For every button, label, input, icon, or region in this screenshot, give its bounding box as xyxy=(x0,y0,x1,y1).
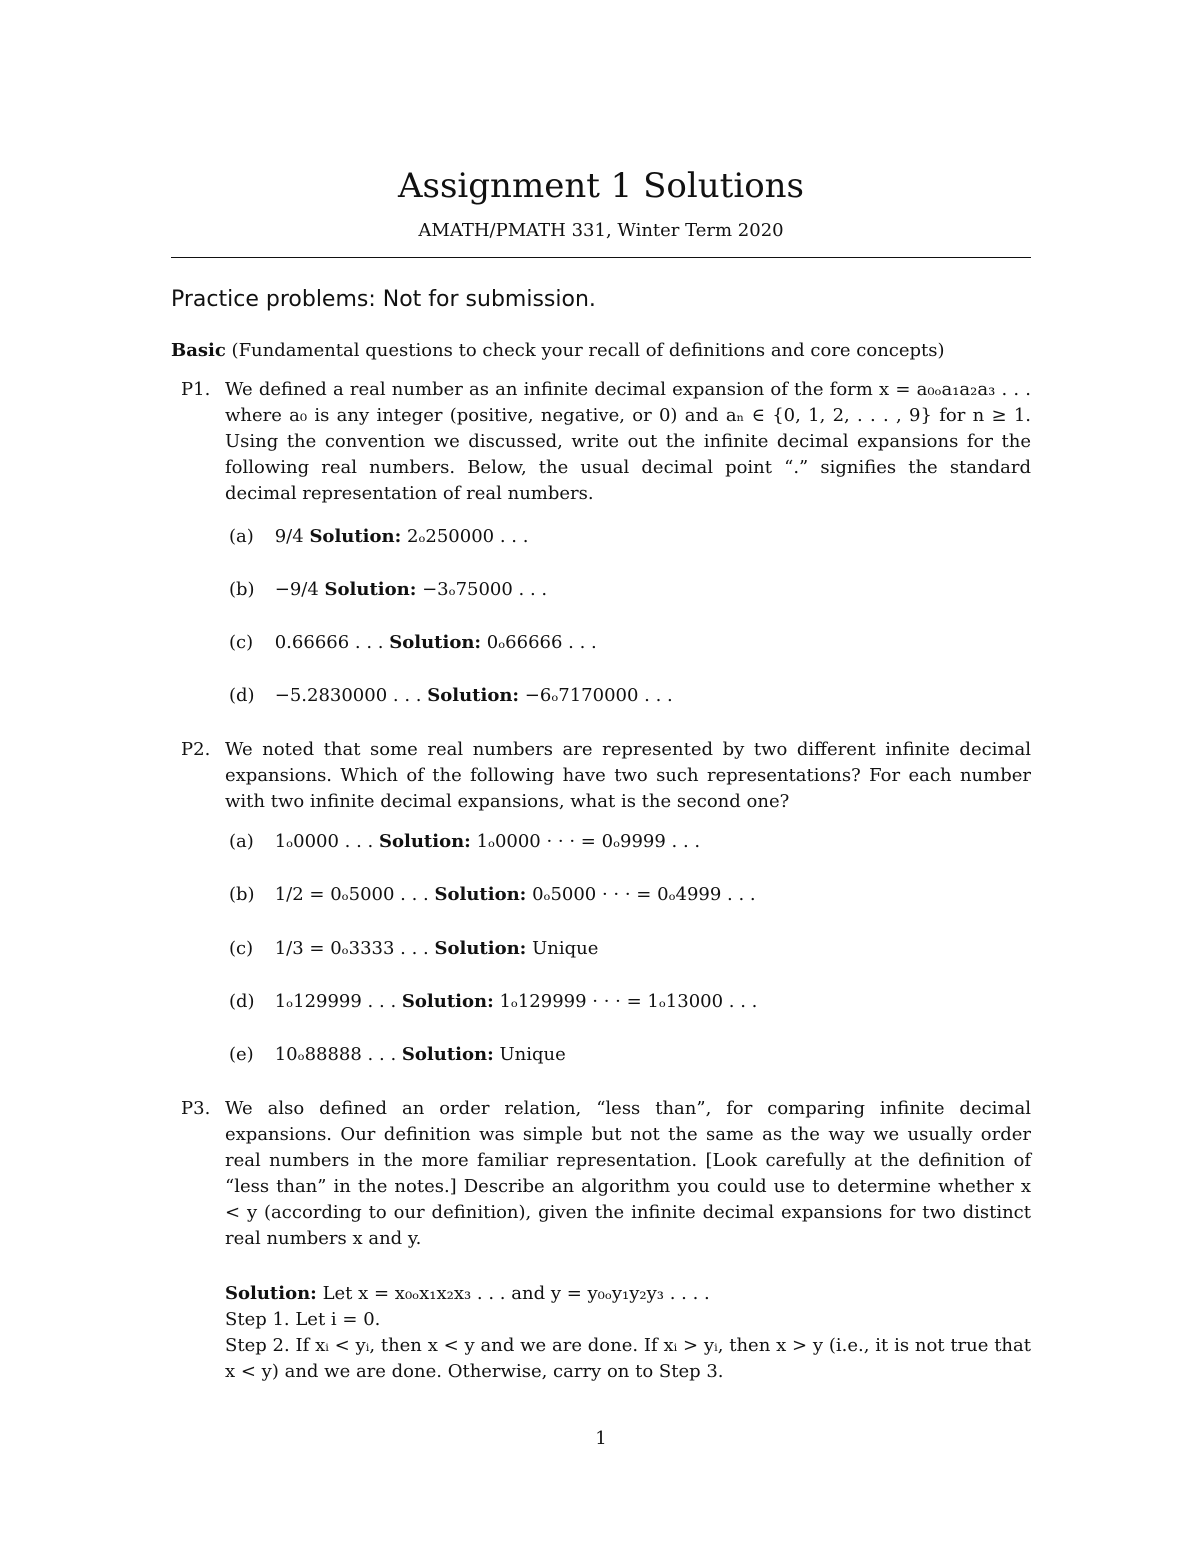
document-page xyxy=(171,0,1031,1553)
solution-intro xyxy=(225,1281,1031,1307)
solution-step: Step 2. If xᵢ < yᵢ, then x < y and we are done. If xᵢ > yᵢ, then x > y (i.e., it is not true that x < y) and we are done. Otherwise, carry on to Step 3. xyxy=(225,1335,1031,1382)
solution-label: Solution: xyxy=(427,685,520,706)
part-question: 1ₒ129999 . . . xyxy=(274,991,397,1012)
solution-label: Solution: xyxy=(225,1283,317,1304)
part-label: (c) xyxy=(229,938,254,959)
problem-part xyxy=(229,936,598,962)
solution-step: Step 1. Let i = 0. xyxy=(225,1309,381,1330)
solution-label: Solution: xyxy=(434,884,527,905)
part-answer: Unique xyxy=(532,938,599,959)
part-label: (e) xyxy=(229,1044,254,1065)
part-answer: 1ₒ129999 · · · = 1ₒ13000 . . . xyxy=(499,991,758,1012)
problem-label: P1. xyxy=(181,379,211,400)
level-description: (Fundamental questions to check your recall of definitions and core concepts) xyxy=(231,340,945,361)
part-answer: 0ₒ5000 · · · = 0ₒ4999 . . . xyxy=(532,884,756,905)
solution-label: Solution: xyxy=(401,991,494,1012)
part-answer: 2ₒ250000 . . . xyxy=(407,526,529,547)
problem-part xyxy=(229,577,547,603)
solution-intro-text: Let x = x₀ₒx₁x₂x₃ . . . and y = y₀ₒy₁y₂y₃ . . . . xyxy=(322,1283,710,1304)
problem-part xyxy=(229,829,700,855)
title-rule xyxy=(171,257,1031,258)
part-question: 1ₒ0000 . . . xyxy=(274,831,374,852)
level-heading xyxy=(171,338,1031,364)
solution-label: Solution: xyxy=(389,632,482,653)
problem-part xyxy=(229,630,597,656)
problem-part xyxy=(229,1042,566,1068)
part-label: (b) xyxy=(229,579,255,600)
problem-p2 xyxy=(171,737,1031,815)
part-label: (d) xyxy=(229,991,255,1012)
part-question: −9/4 xyxy=(274,579,319,600)
solution-label: Solution: xyxy=(401,1044,494,1065)
level-name: Basic xyxy=(171,340,226,361)
section-heading: Practice problems: Not for submission. xyxy=(171,287,596,312)
course-subtitle: AMATH/PMATH 331, Winter Term 2020 xyxy=(418,220,784,241)
part-answer: Unique xyxy=(499,1044,566,1065)
part-label: (b) xyxy=(229,884,255,905)
solution-label: Solution: xyxy=(434,938,527,959)
part-answer: −3ₒ75000 . . . xyxy=(422,579,548,600)
part-label: (a) xyxy=(229,526,254,547)
page-number: 1 xyxy=(595,1428,607,1449)
problem-part xyxy=(229,524,528,550)
problem-p3-solution xyxy=(171,1281,1031,1385)
part-label: (c) xyxy=(229,632,254,653)
part-label: (d) xyxy=(229,685,255,706)
part-question: 9/4 xyxy=(274,526,304,547)
problem-text: We also defined an order relation, “less than”, for comparing infinite decimal expansions. Our definition was simple but not the same as the way we usually order real numbers in the more familiar representation. [Look carefully at the definition of “less than” in the notes.] Describe an algorithm you could use to determine whether x < y (according to our definition), given the infinite decimal expansions for two distinct real numbers x and y. xyxy=(225,1098,1031,1249)
part-label: (a) xyxy=(229,831,254,852)
problem-part xyxy=(229,989,757,1015)
solution-label: Solution: xyxy=(379,831,471,852)
part-question: −5.2830000 . . . xyxy=(274,685,422,706)
problem-part xyxy=(229,882,756,908)
problem-p1 xyxy=(171,377,1031,507)
solution-label: Solution: xyxy=(324,579,417,600)
part-question: 0.66666 . . . xyxy=(274,632,384,653)
problem-text: We defined a real number as an infinite decimal expansion of the form x = a₀ₒa₁a₂a₃ . . . where a₀ is any integer (positive, negative, or 0) and aₙ ∈ {0, 1, 2, . . . , 9} for n ≥ 1. Using the convention we discussed, write out the infinite decimal expansions for the following real numbers. Below, the usual decimal point “.” signifies the standard decimal representation of real numbers. xyxy=(225,379,1031,504)
part-question: 1/3 = 0ₒ3333 . . . xyxy=(274,938,429,959)
part-answer: 0ₒ66666 . . . xyxy=(486,632,597,653)
part-question: 10ₒ88888 . . . xyxy=(274,1044,397,1065)
problem-part xyxy=(229,683,673,709)
part-question: 1/2 = 0ₒ5000 . . . xyxy=(274,884,429,905)
problem-p3 xyxy=(171,1096,1031,1252)
document-title: Assignment 1 Solutions xyxy=(397,166,805,206)
problem-label: P3. xyxy=(181,1098,211,1119)
part-answer: −6ₒ7170000 . . . xyxy=(524,685,673,706)
problem-text: We noted that some real numbers are represented by two different infinite decimal expansions. Which of the following have two such representations? For each number with two infinite decimal expansions, what is the second one? xyxy=(225,739,1031,812)
part-answer: 1ₒ0000 · · · = 0ₒ9999 . . . xyxy=(476,831,701,852)
problem-label: P2. xyxy=(181,739,211,760)
solution-label: Solution: xyxy=(309,526,402,547)
